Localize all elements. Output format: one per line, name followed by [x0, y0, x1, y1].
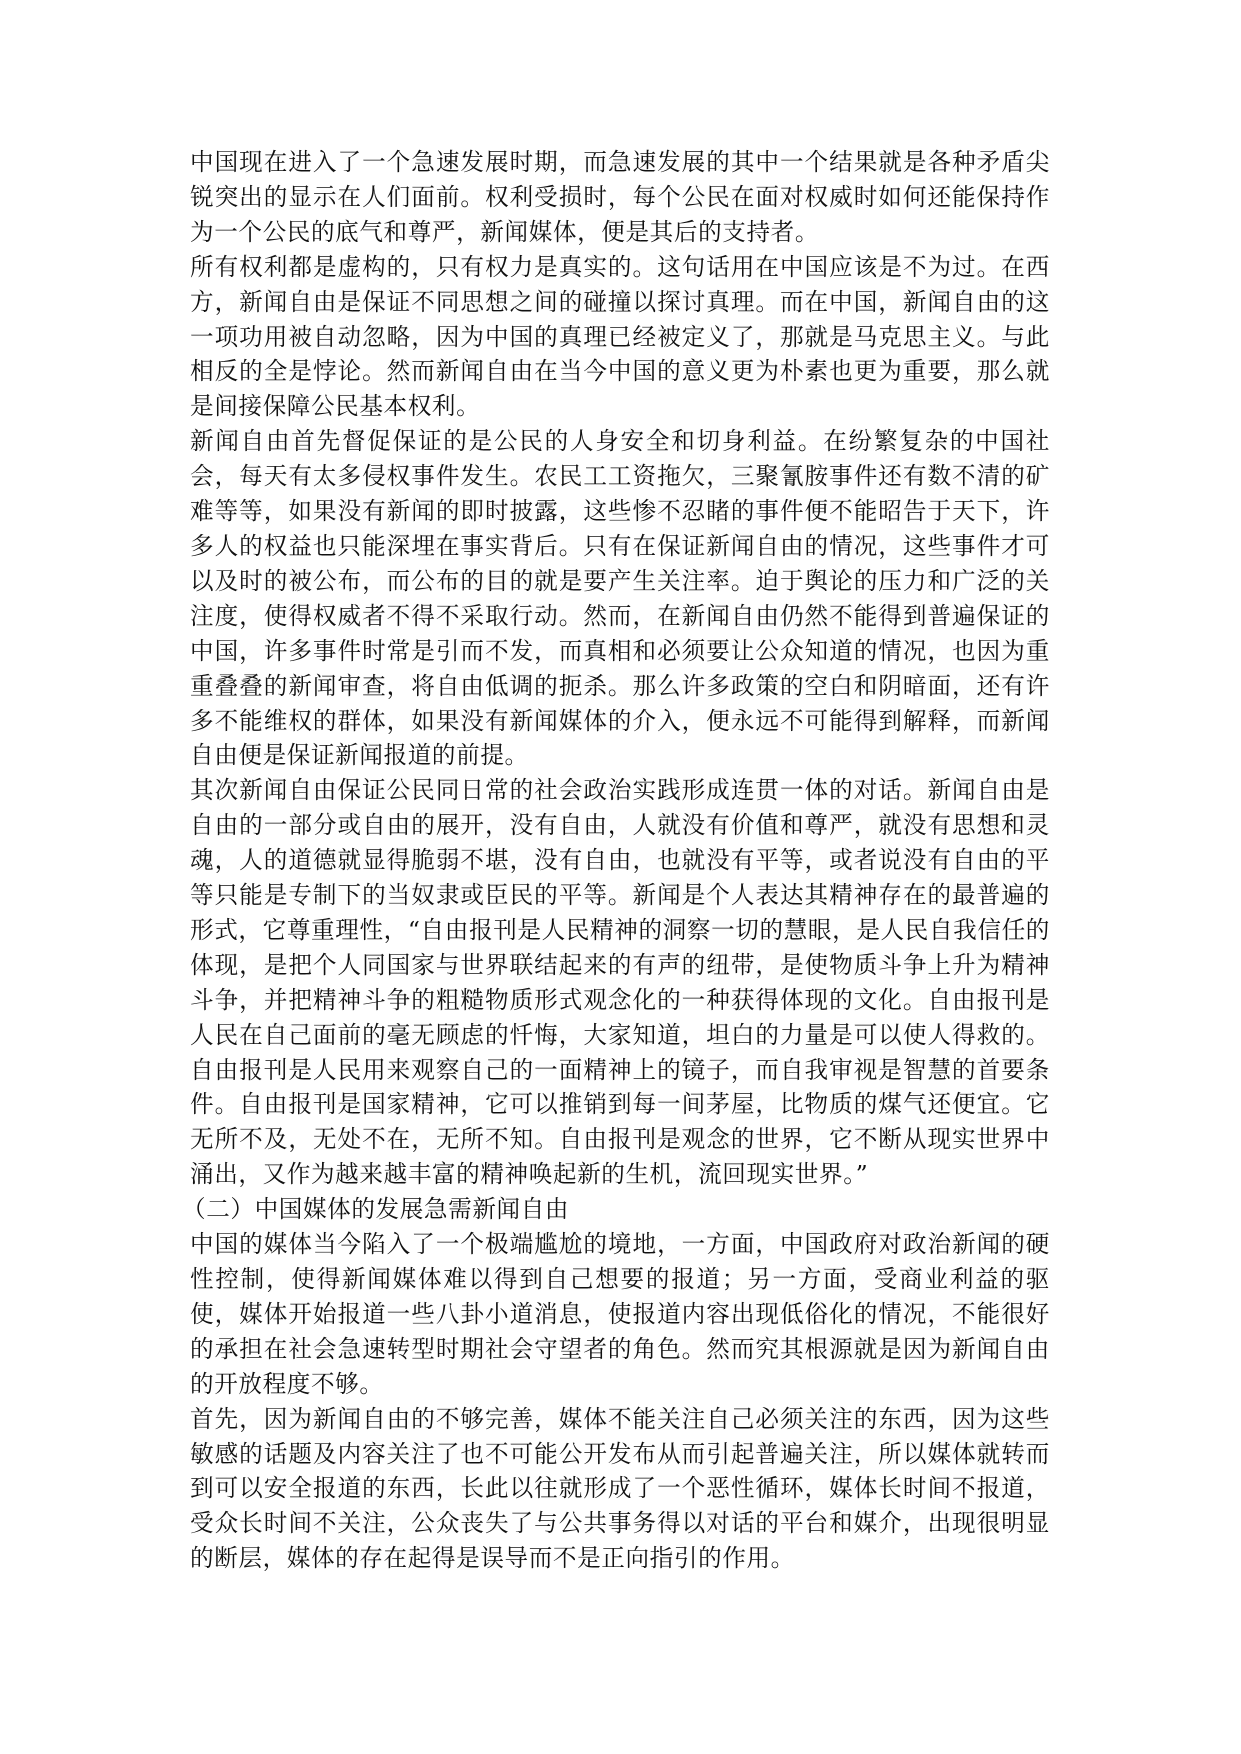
- paragraph-3: 新闻自由首先督促保证的是公民的人身安全和切身利益。在纷繁复杂的中国社会，每天有太多侵权事件发生。农民工工资拖欠，三聚氰胺事件还有数不清的矿难等等，如果没有新闻的即时披露，这些惨不忍睹的事件便不能昭告于天下，许多人的权益也只能深埋在事实背后。只有在保证新闻自由的情况，这些事件才可以及时的被公布，而公布的目的就是要产生关注率。迫于舆论的压力和广泛的关注度，使得权威者不得不采取行动。然而，在新闻自由仍然不能得到普遍保证的中国，许多事件时常是引而不发，而真相和必须要让公众知道的情况，也因为重重叠叠的新闻审查，将自由低调的扼杀。那么许多政策的空白和阴暗面，还有许多不能维权的群体，如果没有新闻媒体的介入，便永远不可能得到解释，而新闻自由便是保证新闻报道的前提。: [190, 427, 1050, 770]
- paragraph-1: 中国现在进入了一个急速发展时期，而急速发展的其中一个结果就是各种矛盾尖锐突出的显示在人们面前。权利受损时，每个公民在面对权威时如何还能保持作为一个公民的底气和尊严，新闻媒体，便是其后的支持者。: [190, 148, 1050, 246]
- section-heading: （二）中国媒体的发展急需新闻自由: [182, 1195, 570, 1224]
- document-body: [182, 145, 1050, 1576]
- paragraph-6: 首先，因为新闻自由的不够完善，媒体不能关注自己必须关注的东西，因为这些敏感的话题及内容关注了也不可能公开发布从而引起普遍关注，所以媒体就转而到可以安全报道的东西，长此以往就形成了一个恶性循环，媒体长时间不报道，受众长时间不关注，公众丧失了与公共事务得以对话的平台和媒介，出现很明显的断层，媒体的存在起得是误导而不是正向指引的作用。: [190, 1404, 1050, 1573]
- paragraph-5: 中国的媒体当今陷入了一个极端尴尬的境地，一方面，中国政府对政治新闻的硬性控制，使得新闻媒体难以得到自己想要的报道；另一方面，受商业利益的驱使，媒体开始报道一些八卦小道消息，使报道内容出现低俗化的情况，不能很好的承担在社会急速转型时期社会守望者的角色。然而究其根源就是因为新闻自由的开放程度不够。: [190, 1230, 1050, 1398]
- paragraph-2: 所有权利都是虚构的，只有权力是真实的。这句话用在中国应该是不为过。在西方，新闻自由是保证不同思想之间的碰撞以探讨真理。而在中国，新闻自由的这一项功用被自动忽略，因为中国的真理已经被定义了，那就是马克思主义。与此相反的全是悖论。然而新闻自由在当今中国的意义更为朴素也更为重要，那么就是间接保障公民基本权利。: [190, 252, 1050, 421]
- paragraph-4: 其次新闻自由保证公民同日常的社会政治实践形成连贯一体的对话。新闻自由是自由的一部分或自由的展开，没有自由，人就没有价值和尊严，就没有思想和灵魂，人的道德就显得脆弱不堪，没有自由，也就没有平等，或者说没有自由的平等只能是专制下的当奴隶或臣民的平等。新闻是个人表达其精神存在的最普遍的形式，它尊重理性，“自由报刊是人民精神的洞察一切的慧眼，是人民自我信任的体现，是把个人同国家与世界联结起来的有声的纽带，是使物质斗争上升为精神斗争，并把精神斗争的粗糙物质形式观念化的一种获得体现的文化。自由报刊是人民在自己面前的毫无顾虑的忏悔，大家知道，坦白的力量是可以使人得救的。自由报刊是人民用来观察自己的一面精神上的镜子，而自我审视是智慧的首要条件。自由报刊是国家精神，它可以推销到每一间茅屋，比物质的煤气还便宜。它无所不及，无处不在，无所不知。自由报刊是观念的世界，它不断从现实世界中涌出，又作为越来越丰富的精神唤起新的生机，流回现实世界。”: [190, 776, 1050, 1189]
